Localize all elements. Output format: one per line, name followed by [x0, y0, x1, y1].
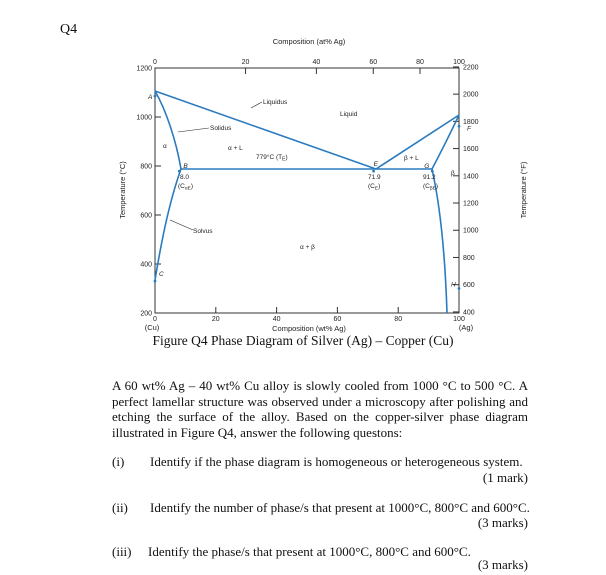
question-iii-text: Identify the phase/s that present at 1000°C, 800°C and 600°C. — [148, 544, 471, 559]
solvus-label: Solvus — [193, 228, 213, 235]
region-beta-liquid: β + L — [404, 155, 419, 162]
plot-frame — [155, 68, 459, 313]
point-label-e: E — [373, 161, 378, 169]
y-f-tick-label: 1600 — [463, 146, 479, 154]
x-wt-tick-label: 20 — [211, 316, 220, 323]
y-right-title: Temperature (°F) — [519, 161, 528, 219]
region-liquid: Liquid — [340, 111, 358, 118]
question-paragraph: A 60 wt% Ag – 40 wt% Cu alloy is slowly cooled from 1000 °C to 500 °C. A perfect lamellar structure was observed under a microscopy after polishing and etching the surface of the alloy. Based on the copper-silver phase diagram illustrated in Figure Q4, answer the following questons: — [112, 378, 528, 440]
point-label-c: C — [159, 271, 164, 279]
x-at-tick-label: 100 — [453, 59, 465, 66]
point-label-f: F — [467, 125, 471, 133]
y-f-tick-label: 800 — [463, 254, 475, 262]
y-c-tick-label: 400 — [140, 261, 152, 269]
solidus-cu — [155, 91, 181, 169]
question-ii-marks: (3 marks) — [477, 515, 528, 530]
figure-caption: Figure Q4 Phase Diagram of Silver (Ag) – Copper (Cu) — [152, 333, 454, 348]
x-wt-tick-label: 80 — [394, 316, 403, 323]
y-f-tick-label: 1800 — [463, 118, 479, 126]
y-c-tick-label: 600 — [140, 212, 152, 220]
eutectic-temperature: 779°C $(T_E)$ — [256, 154, 288, 163]
composition-g-sub: $(C_{\beta E})$ — [423, 183, 438, 192]
y-f-tick-label: 2200 — [463, 64, 479, 72]
region-alpha-beta: α + β — [300, 244, 315, 251]
y-left-title: Temperature (°C) — [118, 161, 127, 219]
point-h — [458, 287, 461, 290]
y-c-tick-label: 1000 — [136, 114, 152, 122]
question-ii-text: Identify the number of phase/s that present at 1000°C, 800°C and 600°C. — [150, 500, 530, 515]
composition-e-value: 71.9 — [368, 174, 381, 181]
composition-e-sub: $(C_E)$ — [368, 183, 381, 192]
y-c-tick-label: 1200 — [136, 65, 152, 73]
y-f-tick-label: 1200 — [463, 200, 479, 208]
right-end-label: (Ag) — [458, 323, 474, 332]
x-at-tick-label: 0 — [153, 59, 157, 66]
question-number: Q4 — [60, 22, 78, 37]
y-f-tick-label: 400 — [463, 309, 475, 317]
y-f-tick-label: 1000 — [463, 227, 479, 235]
point-b — [178, 170, 181, 173]
point-e — [372, 170, 375, 173]
region-alpha: α — [163, 143, 167, 150]
liquidus-label: Liquidus — [263, 99, 288, 106]
point-a — [154, 95, 157, 98]
liquidus-leader — [251, 102, 262, 108]
solidus-leader — [178, 128, 209, 132]
composition-g-value: 91.2 — [423, 174, 436, 181]
composition-b-value: 8.0 — [180, 174, 190, 181]
left-end-label: (Cu) — [144, 323, 160, 332]
y-c-tick-label: 200 — [140, 310, 152, 318]
question-ii-number: (ii) — [112, 500, 128, 515]
x-wt-tick-label: 100 — [453, 316, 465, 323]
x-at-tick-label: 80 — [416, 59, 424, 66]
y-f-tick-label: 1400 — [463, 173, 479, 181]
question-iii-number: (iii) — [112, 544, 132, 559]
top-axis-title: Composition (at% Ag) — [272, 37, 346, 46]
point-label-h: H — [451, 281, 456, 289]
bottom-axis-title: Composition (wt% Ag) — [272, 324, 346, 333]
point-label-a: A — [148, 94, 153, 102]
x-at-tick-label: 40 — [312, 59, 321, 66]
y-f-tick-label: 600 — [463, 282, 475, 290]
solvus-leader — [170, 220, 193, 230]
point-c — [154, 280, 157, 283]
x-at-tick-label: 20 — [241, 59, 250, 66]
point-g — [431, 170, 434, 173]
question-iii-marks: (3 marks) — [477, 557, 528, 572]
region-alpha-liquid: α + L — [228, 145, 243, 152]
solidus-label: Solidus — [210, 125, 232, 132]
x-wt-tick-label: 60 — [333, 316, 342, 323]
question-i-number: (i) — [112, 454, 125, 469]
phase-boundaries — [155, 91, 459, 313]
question-i-marks: (1 mark) — [482, 470, 528, 485]
point-label-b: B — [183, 163, 188, 171]
y-f-tick-label: 2000 — [463, 91, 479, 99]
composition-b-sub: $(C_{\alpha E})$ — [178, 183, 194, 192]
point-label-g: G — [424, 163, 430, 171]
y-c-tick-label: 800 — [140, 163, 152, 171]
region-beta: β — [451, 170, 455, 177]
question-i-text: Identify if the phase diagram is homogeneous or heterogeneous system. — [150, 454, 523, 469]
x-wt-tick-label: 0 — [153, 316, 157, 323]
x-wt-tick-label: 40 — [272, 316, 281, 323]
point-f — [458, 125, 461, 128]
x-at-tick-label: 60 — [369, 59, 378, 66]
